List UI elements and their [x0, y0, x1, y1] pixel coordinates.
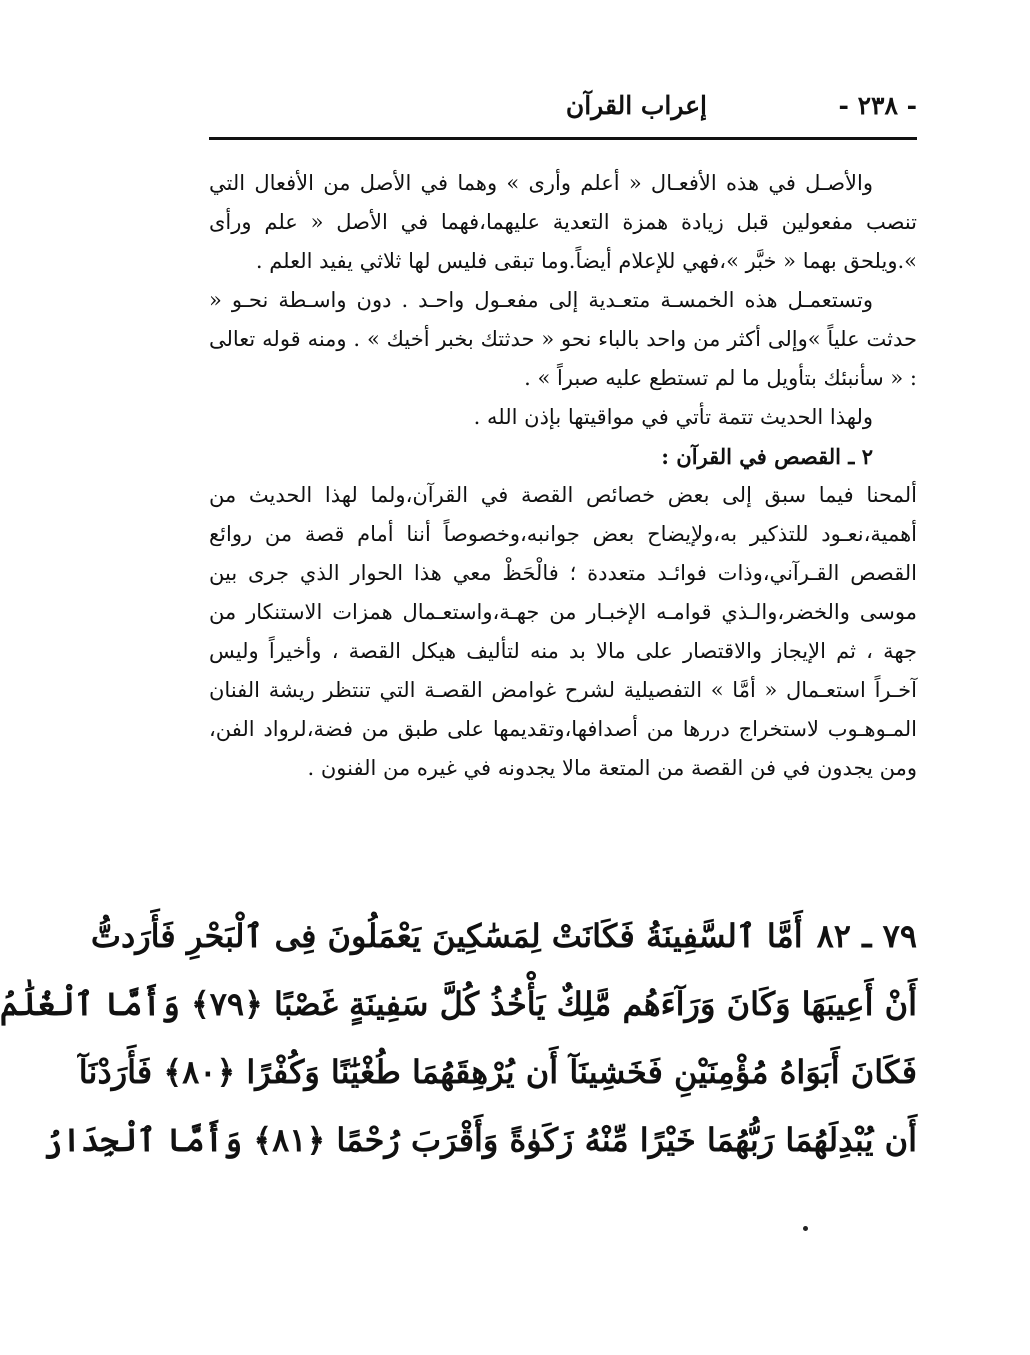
text-line: آخـراً استعـمال « أمَّا » التفصيلية لشرح غوامض القصـة التي تنتظر ريشة الفنان [209, 678, 917, 702]
text-line: أهمية،نعـود للتذكير به،ولإيضاح بعض جوانبه،وخصوصاً أننا أمام قصة من روائع [209, 522, 917, 546]
text-line: بهما « خبَّر »،فهي للإعلام أيضاً.وما تبقى فليس لها ثلاثي يفيد العلم . [255, 249, 837, 273]
text-line: جهة ، ثم الإيجاز والاقتصار على مالا بد منه لتأليف هيكل القصة ، وأخيراً وليس [209, 639, 917, 663]
text-line: ألمحنا فيما سبق إلى بعض خصائص القصة في القرآن،ولما لهذا الحديث من [209, 483, 917, 507]
header-rule [209, 137, 917, 140]
quran-line: أَن يُبْدِلَهُمَا رَبُّهُمَا خَيْرًا مِّنْهُ زَكَوٰةً وَأَقْرَبَ رُحْمًا ﴿٨١﴾ وَأَمَّا ٱلْجِدَارُ [43, 1121, 917, 1159]
quran-line [90, 902, 917, 970]
running-title: إعراب القرآن [565, 91, 707, 120]
quran-line: أَنْ أَعِيبَهَا وَكَانَ وَرَآءَهُم مَّلِكٌ يَأْخُذُ كُلَّ سَفِينَةٍ غَصْبًا ﴿٧٩﴾ وَأَمَّا ٱلْغُلَٰمُ [0, 985, 917, 1023]
text-line: القصص القـرآني،وذات فوائـد متعددة ؛ فالْحَظْ معي هذا الحوار الذي جرى بين [209, 561, 917, 585]
text-line: وتستعمـل هذه الخمسـة متعـدية إلى مفعـول واحـد . دون واسـطة نحـو [231, 288, 873, 312]
text-line: المـوهـوب لاستخراج دررها من أصدافها،وتقديمها على طبق من فضة،لرواد الفن، [209, 717, 917, 741]
text-line: موسى والخضر،والـذي قوامـه الإخبـار من جهـة،واستعـمال همزات الاستنكار من [209, 600, 917, 624]
verse-range: ٧٩ ـ ٨٢ [816, 917, 917, 955]
text-line: « حدثت علياً »وإلى أكثر من واحد بالباء نحو « حدثتك بخبر أخيك » . ومنه قوله [209, 288, 917, 351]
page-number: - ٢٣٨ - [838, 91, 917, 120]
text-line: والأصـل في هذه الأفعـال « أعلم وأرى » وهما في الأصل من الأفعال التي [209, 171, 873, 195]
quran-verses [0, 902, 917, 1174]
text-line: تعالى : « سأنبئك بتأويل ما لم تستطع عليه صبراً » . [209, 327, 917, 390]
text-line: تنصب مفعولين قبل زيادة همزة التعدية عليهما،فهما في الأصل « علم ورأى ».ويلحق [209, 210, 917, 273]
page-header [209, 86, 917, 130]
paragraph-1 [209, 164, 917, 281]
quran-line: فَكَانَ أَبَوَاهُ مُؤْمِنَيْنِ فَخَشِينَآ أَن يُرْهِقَهُمَا طُغْيَٰنًا وَكُفْرًا ﴿٨٠﴾ فَأَرَدْنَآ [78, 1053, 917, 1091]
body-text [209, 164, 917, 788]
paragraph-2 [209, 281, 917, 398]
section-heading: ٢ ـ القصص في القرآن : [661, 444, 873, 469]
text-line: ومن يجدون في فن القصة من المتعة مالا يجدونه في غيره من الفنون . [307, 756, 917, 780]
paragraph-3: ولهذا الحديث تتمة تأتي في مواقيتها بإذن الله . [473, 405, 873, 429]
stray-dot [803, 1226, 808, 1231]
paragraph-4 [209, 476, 917, 788]
quran-text: أَمَّا ٱلسَّفِينَةُ فَكَانَتْ لِمَسَٰكِينَ يَعْمَلُونَ فِى ٱلْبَحْرِ فَأَرَدتُّ [90, 917, 803, 955]
